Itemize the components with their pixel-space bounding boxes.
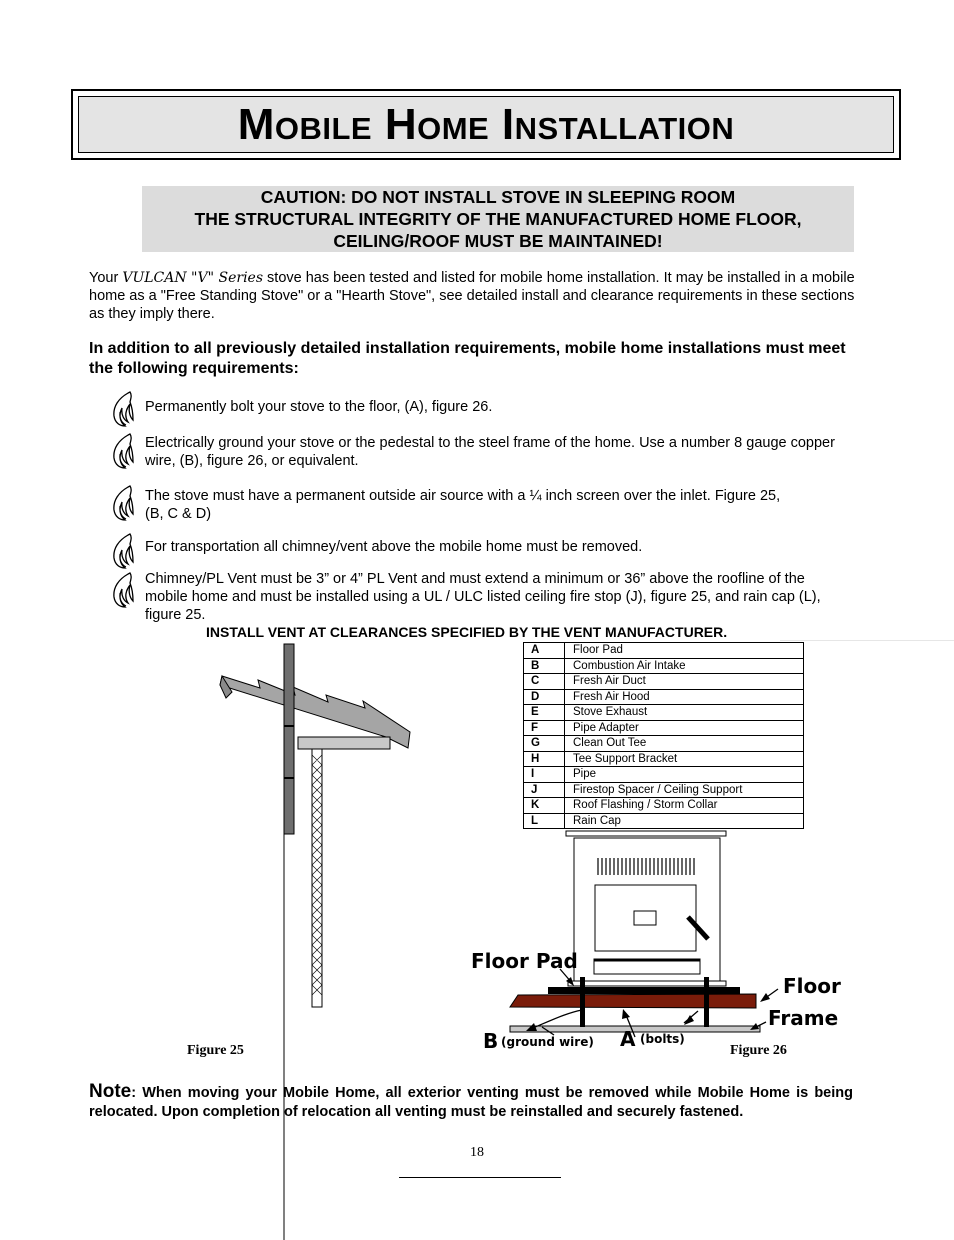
note-text: : When moving your Mobile Home, all exterior venting must be removed while Mobile Home is being relocated. Upon completion of relocation all venting must be reinstalled and securely fastened. xyxy=(89,1085,853,1120)
caution-box xyxy=(142,186,854,252)
part-key: J xyxy=(524,782,565,798)
brand-name: VULCAN "V" Series xyxy=(122,270,264,286)
table-row xyxy=(524,658,804,674)
part-key: H xyxy=(524,751,565,767)
part-key: G xyxy=(524,736,565,752)
b-label: B xyxy=(483,1029,499,1053)
a-label: A xyxy=(620,1027,636,1051)
part-key: L xyxy=(524,813,565,829)
relocation-note xyxy=(89,1082,853,1122)
part-label: Fresh Air Duct xyxy=(565,674,804,690)
part-label: Firestop Spacer / Ceiling Support xyxy=(565,782,804,798)
intro-prefix: Your xyxy=(89,270,123,286)
note-label: Note xyxy=(89,1081,132,1102)
requirement-item: Chimney/PL Vent must be 3” or 4” PL Vent and must extend a minimum or 36” above the roofline of the mobile home and must be installed using a UL / ULC listed ceiling fire stop (J), figure 25, and rain cap (L), figure 25. xyxy=(145,571,821,623)
title-banner xyxy=(71,89,901,160)
footer-rule xyxy=(399,1177,561,1178)
requirement-item: The stove must have a permanent outside air source with a ¼ inch screen over the inlet. Figure 25, (B, C & D) xyxy=(145,488,781,522)
floor-pad-label: Floor Pad xyxy=(471,949,578,973)
bolts-label: (bolts) xyxy=(640,1032,685,1046)
figure-25-caption: Figure 25 xyxy=(187,1043,244,1058)
part-label: Floor Pad xyxy=(565,643,804,659)
requirement-item: Electrically ground your stove or the pedestal to the steel frame of the home. Use a number 8 gauge copper wire, (B), figure 26, or equivalent. xyxy=(145,435,835,469)
table-row xyxy=(524,720,804,736)
part-key: I xyxy=(524,767,565,783)
page-title: Mobile Home Installation xyxy=(237,99,735,149)
part-key: F xyxy=(524,720,565,736)
requirement-item: For transportation all chimney/vent above the mobile home must be removed. xyxy=(145,539,643,555)
intro-paragraph xyxy=(89,269,859,323)
install-vent-note: INSTALL VENT AT CLEARANCES SPECIFIED BY THE VENT MANUFACTURER. xyxy=(206,624,728,640)
requirement-item: Permanently bolt your stove to the floor, (A), figure 26. xyxy=(145,399,493,415)
part-label: Rain Cap xyxy=(565,813,804,829)
flame-bullet-icon xyxy=(110,484,136,522)
divider-line xyxy=(780,640,954,641)
table-row xyxy=(524,643,804,659)
part-label: Fresh Air Hood xyxy=(565,689,804,705)
part-key: C xyxy=(524,674,565,690)
table-row xyxy=(524,736,804,752)
table-row xyxy=(524,798,804,814)
part-label: Pipe xyxy=(565,767,804,783)
flame-bullet-icon xyxy=(110,532,136,570)
part-key: K xyxy=(524,798,565,814)
table-row xyxy=(524,751,804,767)
parts-legend-table xyxy=(523,642,804,829)
flame-bullet-icon xyxy=(110,390,136,428)
requirements-heading: In addition to all previously detailed installation requirements, mobile home installations must meet the following requirements: xyxy=(89,340,846,377)
table-row xyxy=(524,674,804,690)
ground-wire-label: (ground wire) xyxy=(501,1035,594,1049)
caution-line-1: CAUTION: DO NOT INSTALL STOVE IN SLEEPING ROOM xyxy=(260,187,736,207)
table-row xyxy=(524,705,804,721)
part-key: D xyxy=(524,689,565,705)
table-row xyxy=(524,782,804,798)
intro-text: stove has been tested and listed for mobile home installation. It may be installed in a mobile home as a "Free Standing Stove" or a "Hearth Stove", see detailed install and clearance requirements in these sections as they imply there. xyxy=(89,270,855,322)
part-key: B xyxy=(524,658,565,674)
frame-label: Frame xyxy=(768,1006,839,1030)
page-number: 18 xyxy=(470,1145,484,1160)
figure-26-caption: Figure 26 xyxy=(730,1043,787,1058)
part-key: E xyxy=(524,705,565,721)
table-row xyxy=(524,689,804,705)
table-row xyxy=(524,767,804,783)
caution-line-2: THE STRUCTURAL INTEGRITY OF THE MANUFACTURED HOME FLOOR, xyxy=(194,209,802,229)
caution-line-3: CEILING/ROOF MUST BE MAINTAINED! xyxy=(333,231,663,251)
flame-bullet-icon xyxy=(110,571,136,609)
part-label: Roof Flashing / Storm Collar xyxy=(565,798,804,814)
part-label: Tee Support Bracket xyxy=(565,751,804,767)
part-label: Pipe Adapter xyxy=(565,720,804,736)
floor-label: Floor xyxy=(783,974,841,998)
part-label: Combustion Air Intake xyxy=(565,658,804,674)
flame-bullet-icon xyxy=(110,432,136,470)
part-label: Clean Out Tee xyxy=(565,736,804,752)
part-label: Stove Exhaust xyxy=(565,705,804,721)
part-key: A xyxy=(524,643,565,659)
title-banner-inner xyxy=(78,96,894,153)
